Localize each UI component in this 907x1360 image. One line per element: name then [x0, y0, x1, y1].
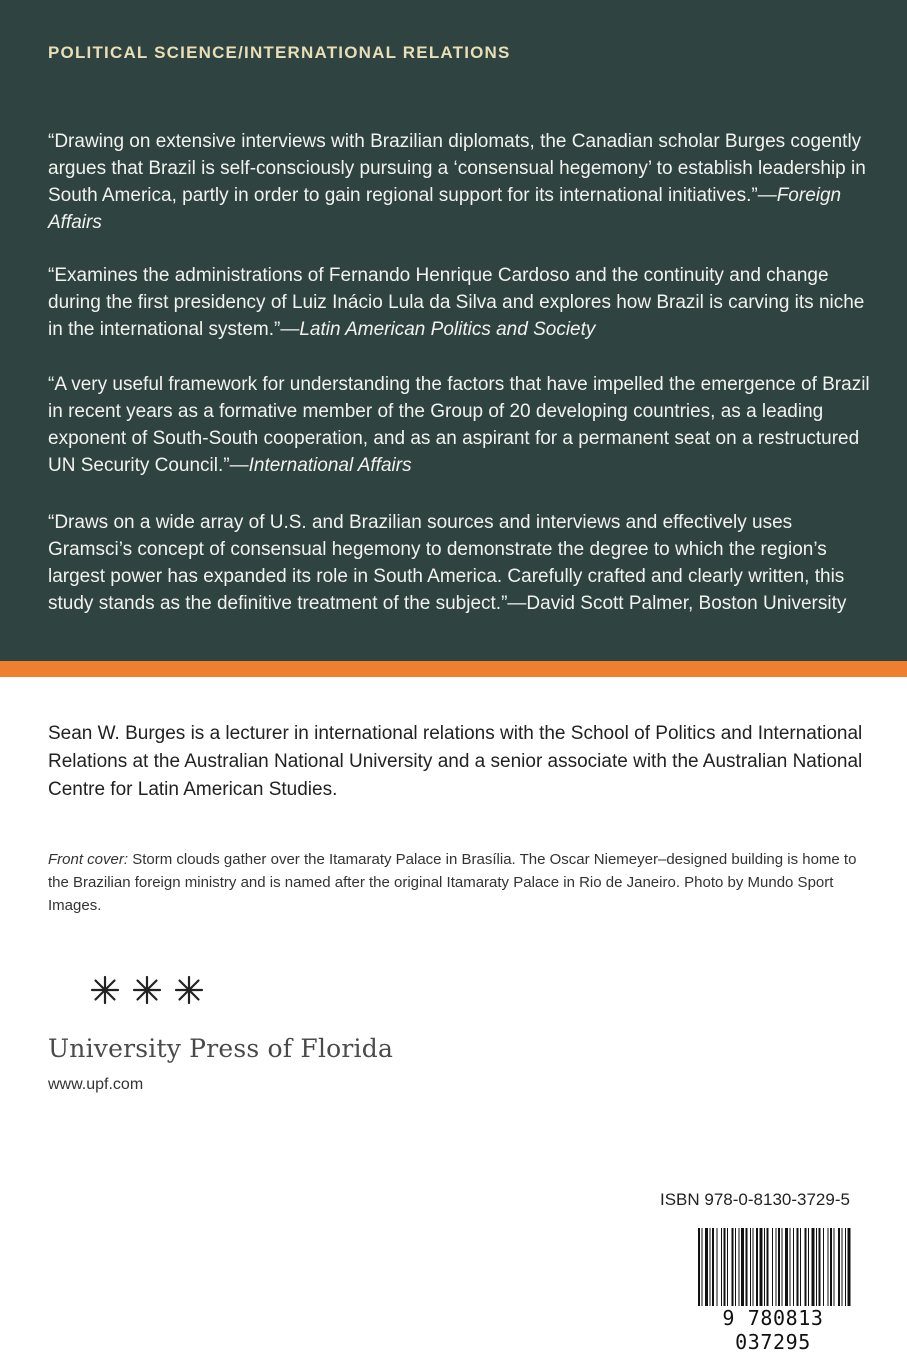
- barcode-bar: [735, 1228, 736, 1308]
- barcode-bar: [746, 1228, 748, 1308]
- asterisk-icon: [132, 975, 162, 1005]
- quotes-panel: [0, 0, 907, 661]
- barcode-bar: [739, 1228, 740, 1308]
- barcode-bar: [834, 1228, 835, 1308]
- barcode-bar: [741, 1228, 744, 1308]
- barcode-bar: [785, 1228, 788, 1308]
- barcode-bar: [702, 1228, 703, 1308]
- barcode: [694, 1228, 852, 1354]
- barcode-bar: [830, 1228, 832, 1308]
- quote-text: “Examines the administrations of Fernando Henrique Cardoso and the continuity and change during the first presidency of Luiz Inácio Lula da Silva and explores how Brazil is carving its niche in the international system.”—: [48, 265, 865, 340]
- quote-source: Latin American Politics and Society: [299, 319, 596, 340]
- quote-source: International Affairs: [248, 455, 412, 476]
- isbn-label: ISBN 978-0-8130-3729-5: [660, 1190, 850, 1209]
- barcode-bar: [800, 1228, 801, 1308]
- asterisk-icon: [90, 975, 120, 1005]
- barcode-bar: [812, 1228, 815, 1308]
- barcode-bar: [753, 1228, 754, 1308]
- orange-divider: [0, 661, 907, 677]
- barcode-bar: [819, 1228, 821, 1308]
- barcode-bar: [848, 1228, 851, 1308]
- caption-text: Storm clouds gather over the Itamaraty Palace in Brasília. The Oscar Niemeyer–designed building is home to the Brazilian foreign ministry and is named after the original Itamaraty Palace in Rio de Janeiro. Photo by Mundo Sport Images.: [48, 851, 857, 914]
- asterisk-ornament: [90, 975, 204, 1011]
- barcode-bar: [721, 1228, 722, 1308]
- barcode-bar: [727, 1228, 728, 1308]
- barcode-bar: [767, 1228, 769, 1308]
- quote-4: [48, 509, 878, 617]
- cover-caption: [48, 848, 868, 917]
- barcode-bar: [732, 1228, 734, 1308]
- barcode-bar: [778, 1228, 780, 1308]
- barcode-bar: [772, 1228, 773, 1308]
- barcode-bar: [828, 1228, 829, 1308]
- quote-text: “A very useful framework for understanding the factors that have impelled the emergence of Brazil in recent years as a formative member of the Group of 20 developing countries, as a leading exponent of South-South cooperation, and as an aspirant for a permanent seat on a restructured UN Security Council.”—: [48, 374, 870, 476]
- barcode-number: 9 780813 037295: [694, 1306, 852, 1354]
- quote-3: [48, 371, 878, 479]
- publisher-website: www.upf.com: [48, 1076, 144, 1093]
- asterisk-icon: [174, 975, 204, 1005]
- publisher-name: University Press of Florida: [48, 1034, 394, 1063]
- barcode-bar: [717, 1228, 718, 1308]
- barcode-bar: [790, 1228, 791, 1308]
- barcode-bar: [750, 1228, 751, 1308]
- barcode-bars: [694, 1228, 852, 1308]
- barcode-bar: [776, 1228, 777, 1308]
- barcode-bar: [724, 1228, 726, 1308]
- quote-source: Foreign Affairs: [48, 185, 842, 233]
- barcode-bar: [842, 1228, 843, 1308]
- barcode-bar: [823, 1228, 824, 1308]
- barcode-bar: [793, 1228, 794, 1308]
- quote-1: [48, 128, 878, 236]
- barcode-bar: [756, 1228, 758, 1308]
- quote-text: “Drawing on extensive interviews with Brazilian diplomats, the Canadian scholar Burges cogently argues that Brazil is self-consciously pursuing a ‘consensual hegemony’ to establish leadership in South America, partly in order to gain regional support for its international initiatives.”—: [48, 131, 866, 206]
- author-bio: Sean W. Burges is a lecturer in international relations with the School of Politics and International Relations at the Australian National University and a senior associate with the Australian National Centre for Latin American Studies.: [48, 723, 863, 800]
- quote-text: “Draws on a wide array of U.S. and Brazilian sources and interviews and effectively uses Gramsci’s concept of consensual hegemony to demonstrate the degree to which the region’s largest power has expanded its role in South America. Carefully crafted and clearly written, this study stands as the definitive treatment of the subject.”—David Scott Palmer, Boston University: [48, 512, 847, 614]
- quote-2: [48, 262, 878, 343]
- barcode-bar: [760, 1228, 763, 1308]
- caption-lead: Front cover:: [48, 851, 129, 868]
- barcode-bar: [705, 1228, 708, 1308]
- barcode-bar: [797, 1228, 799, 1308]
- barcode-bar: [782, 1228, 783, 1308]
- barcode-bar: [816, 1228, 817, 1308]
- barcode-bar: [845, 1228, 846, 1308]
- barcode-bar: [805, 1228, 807, 1308]
- category-label: POLITICAL SCIENCE/INTERNATIONAL RELATIONS: [48, 43, 511, 62]
- barcode-bar: [764, 1228, 765, 1308]
- barcode-bar: [712, 1228, 714, 1308]
- barcode-bar: [808, 1228, 809, 1308]
- barcode-bar: [838, 1228, 840, 1308]
- barcode-bar: [710, 1228, 711, 1308]
- barcode-bar: [698, 1228, 700, 1308]
